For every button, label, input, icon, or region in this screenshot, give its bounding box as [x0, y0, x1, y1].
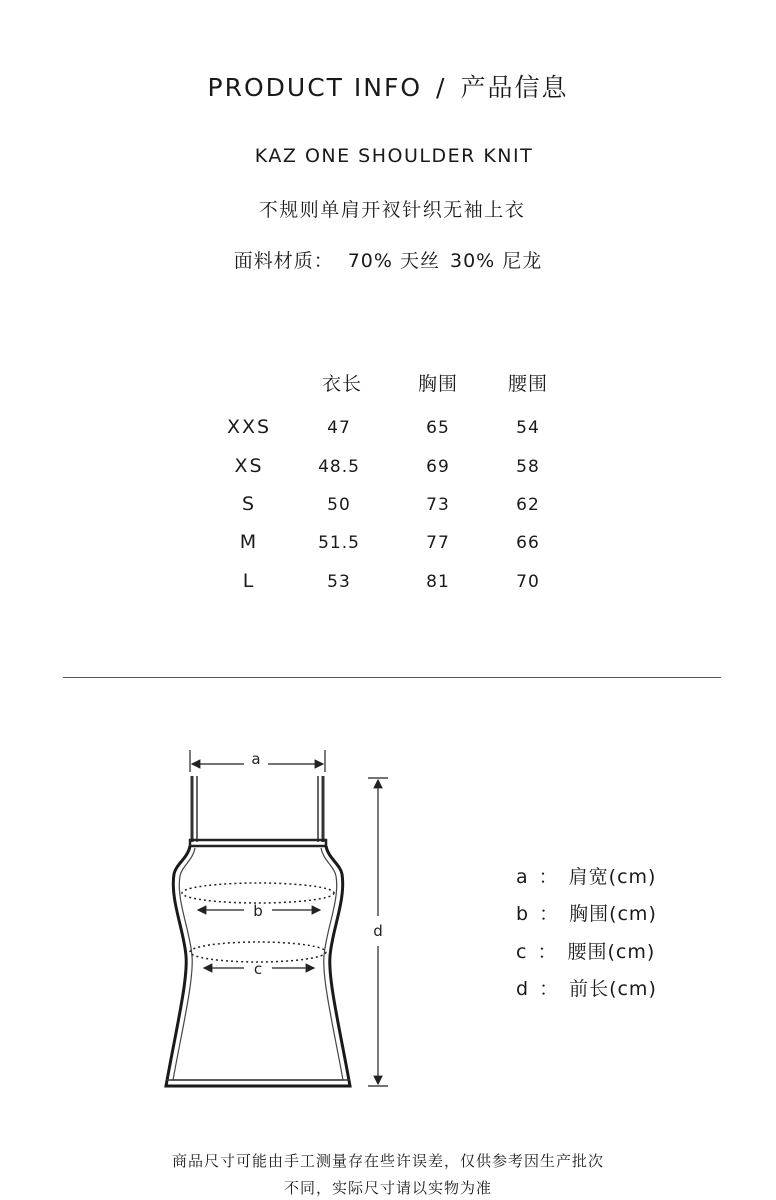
legend-text: 腰围(cm) — [567, 941, 656, 963]
table-cell: 58 — [516, 457, 540, 477]
table-cell: 53 — [327, 572, 351, 592]
product-name-cn: 不规则单肩开衩针织无袖上衣 — [258, 199, 526, 221]
strap-right — [318, 776, 323, 842]
size-label: L — [242, 570, 256, 592]
title-cn: 产品信息 — [460, 73, 569, 102]
size-label: XXS — [226, 416, 272, 438]
legend-key: d — [516, 978, 530, 1000]
diagram-label-b: b — [253, 902, 263, 920]
table-cell: 65 — [426, 418, 450, 438]
diagram-label-d: d — [373, 922, 383, 940]
material-line — [0, 246, 776, 273]
table-cell: 81 — [426, 572, 450, 592]
disclaimer-line-1: 商品尺寸可能由手工测量存在些许误差，仅供参考因生产批次 — [171, 1152, 604, 1170]
column-header-waist: 腰围 — [507, 373, 548, 395]
table-cell: 50 — [327, 495, 351, 515]
legend-item-a — [516, 862, 656, 889]
table-cell: 47 — [327, 418, 351, 438]
column-header-length: 衣长 — [321, 373, 362, 395]
legend-text: 胸围(cm) — [569, 903, 657, 925]
size-label: XS — [234, 455, 264, 477]
chest-ellipse — [182, 883, 334, 903]
legend-key: a — [516, 866, 529, 888]
table-cell: 48.5 — [318, 457, 360, 477]
diagram-label-c: c — [253, 960, 263, 978]
legend-colon: ： — [539, 978, 560, 1000]
title-separator: / — [436, 73, 447, 102]
legend-colon: ： — [537, 941, 558, 963]
top-hem — [190, 840, 326, 846]
table-cell: 77 — [426, 533, 450, 553]
table-cell: 70 — [516, 572, 540, 592]
product-name-en: KAZ ONE SHOULDER KNIT — [254, 145, 534, 167]
page-title — [0, 68, 776, 104]
legend-text: 前长(cm) — [569, 978, 657, 1000]
size-label: M — [239, 531, 259, 553]
table-cell: 73 — [426, 495, 450, 515]
legend-colon: ： — [539, 903, 560, 925]
strap-left — [192, 776, 197, 842]
legend-item-b — [516, 899, 657, 926]
table-cell: 62 — [516, 495, 540, 515]
table-cell: 51.5 — [318, 533, 360, 553]
table-cell: 66 — [516, 533, 540, 553]
waist-ellipse — [190, 942, 326, 962]
diagram-label-a: a — [251, 750, 261, 768]
legend-key: c — [516, 941, 528, 963]
legend-item-c — [516, 937, 655, 964]
disclaimer-line-2: 不同，实际尺寸请以实物为准 — [283, 1179, 492, 1197]
material-label: 面料材质： — [233, 250, 334, 272]
section-divider — [63, 677, 721, 678]
material-part-2: 30% 尼龙 — [450, 250, 543, 272]
title-en: PRODUCT INFO — [207, 73, 423, 102]
size-label: S — [241, 493, 257, 515]
material-part-1: 70% 天丝 — [347, 250, 440, 272]
legend-colon: ： — [538, 866, 559, 888]
table-cell: 54 — [516, 418, 540, 438]
legend-item-d — [516, 974, 657, 1001]
legend-key: b — [516, 903, 530, 925]
column-header-chest: 胸围 — [417, 373, 458, 395]
garment-measurement-diagram — [140, 740, 410, 1120]
legend-text: 肩宽(cm) — [568, 866, 657, 888]
table-cell: 69 — [426, 457, 450, 477]
